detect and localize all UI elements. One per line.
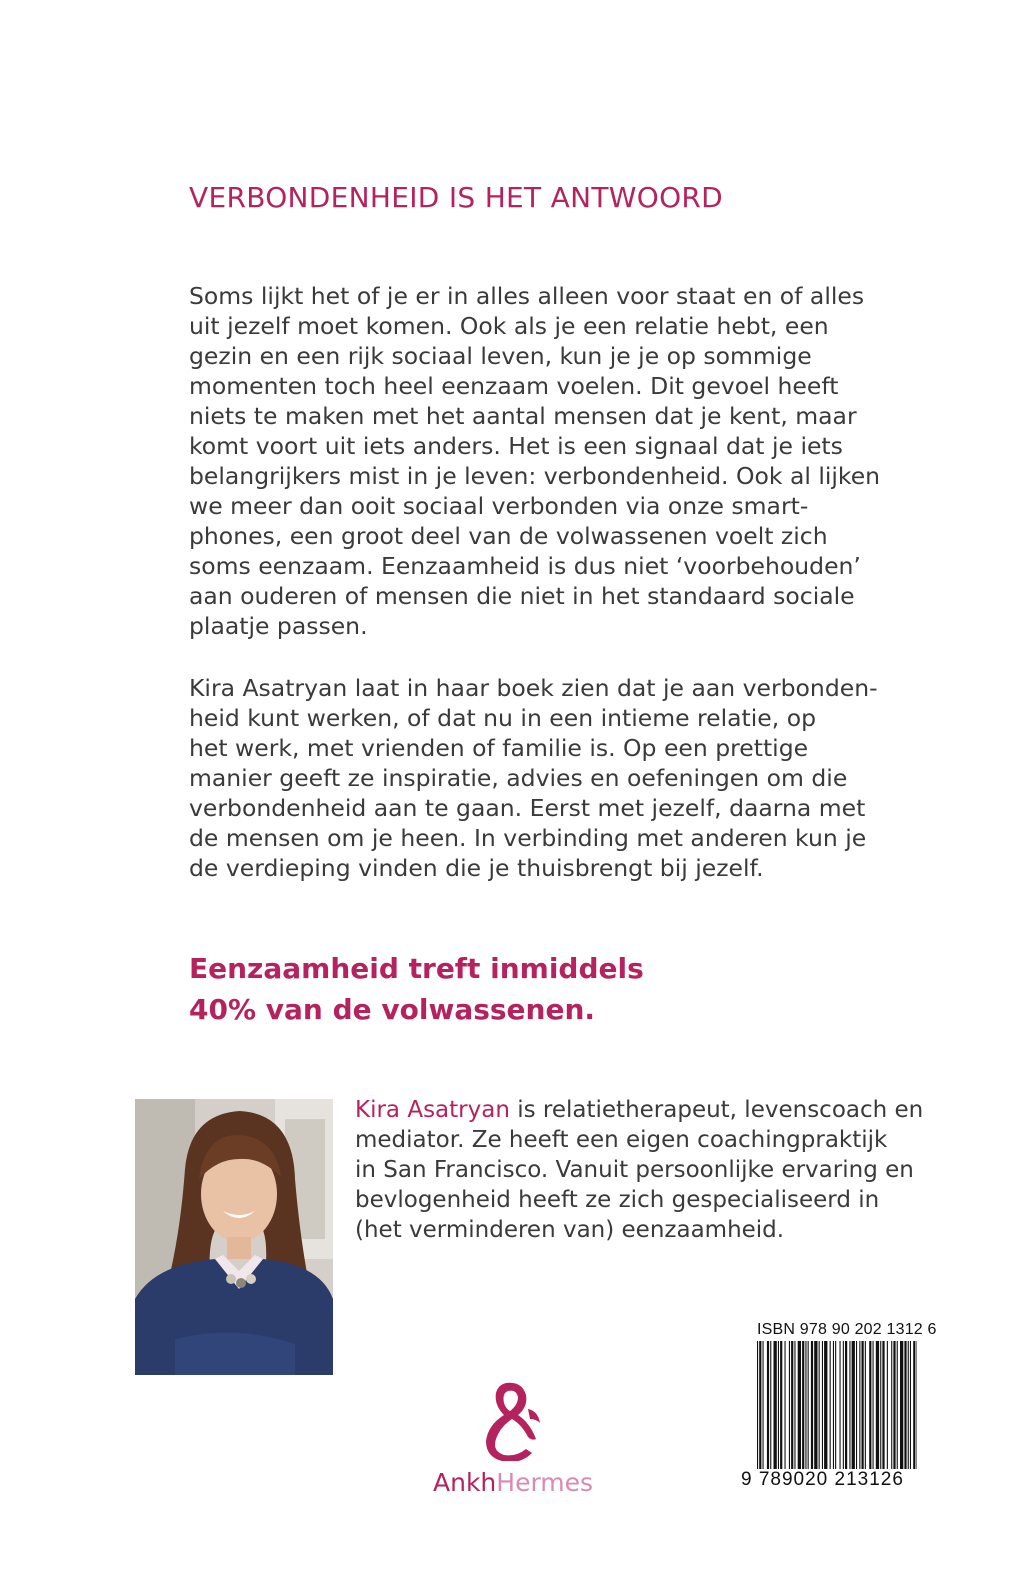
paragraph-line: aan ouderen of mensen die niet in het standaard sociale [189,582,855,610]
barcode-bar [897,1341,898,1469]
paragraph-line: heid kunt werken, of dat nu in een intieme relatie, op [189,704,816,732]
barcode-bar [835,1341,836,1469]
author-bio [355,1095,935,1245]
paragraph-line: niets te maken met het aantal mensen dat je kent, maar [189,402,857,430]
barcode-bar [759,1341,761,1469]
barcode-bar [802,1341,804,1469]
barcode-bar [808,1341,809,1469]
book-title: VERBONDENHEID IS HET ANTWOORD [189,181,724,214]
barcode-bar [778,1341,779,1469]
isbn-label: ISBN 978 90 202 1312 6 [757,1321,937,1338]
barcode-bar [805,1341,806,1469]
barcode [757,1341,917,1469]
barcode-bar [843,1341,844,1469]
barcode-bar [791,1341,793,1469]
barcode-bar [770,1341,771,1469]
bio-line: bevlogenheid heeft ze zich gespecialiseerd in [355,1187,880,1213]
barcode-bar [767,1341,769,1469]
barcode-bar [917,1341,918,1469]
barcode-bar [763,1341,764,1469]
barcode-bar [865,1341,866,1469]
barcode-bar [862,1341,864,1469]
author-photo [135,1099,333,1375]
publisher-name [433,1468,593,1497]
barcode-bar [880,1341,881,1469]
barcode-bar [913,1341,915,1469]
bio-line: mediator. Ze heeft een eigen coachingpraktijk [355,1127,888,1153]
publisher-logo-icon [482,1379,546,1461]
paragraph-line: Soms lijkt het of je er in alles alleen voor staat en of alles [189,282,865,310]
barcode-bar [887,1341,888,1469]
barcode-bar [811,1341,813,1469]
paragraph-line: Kira Asatryan laat in haar boek zien dat je aan verbonden- [189,674,878,702]
paragraph-line: komt voort uit iets anders. Het is een signaal dat je iets [189,432,843,460]
paragraph-line: belangrijkers mist in je leven: verbondenheid. Ook al lijken [189,462,881,490]
barcode-bar [798,1341,801,1469]
barcode-bar [840,1341,841,1469]
highlight-line: Eenzaamheid treft inmiddels [189,952,644,985]
barcode-bar [873,1341,874,1469]
paragraph-line: het werk, met vrienden of familie is. Op een prettige [189,734,809,762]
barcode-bar [904,1341,906,1469]
publisher-name-part2: Hermes [496,1468,594,1497]
paragraph-line: de mensen om je heen. In verbinding met anderen kun je [189,824,867,852]
highlight-quote [189,948,644,1030]
barcode-bar [856,1341,857,1469]
barcode-bar [882,1341,884,1469]
barcode-bar [814,1341,817,1469]
paragraph-line: phones, een groot deel van de volwassenen voelt zich [189,522,828,550]
barcode-bar [780,1341,782,1469]
barcode-bar [910,1341,911,1469]
paragraph-line: manier geeft ze inspiratie, advies en oefeningen om die [189,764,848,792]
barcode-bar [891,1341,892,1469]
barcode-bar [908,1341,909,1469]
bio-line [355,1095,935,1125]
barcode-bar [869,1341,871,1469]
barcode-bar [789,1341,790,1469]
highlight-line: 40% van de volwassenen. [189,993,596,1026]
paragraph-line: verbondenheid aan te gaan. Eerst met jezelf, daarna met [189,794,866,822]
paragraph-line: plaatje passen. [189,612,368,640]
barcode-bar [794,1341,795,1469]
barcode-bar [833,1341,834,1469]
paragraph-line: momenten toch heel eenzaam voelen. Dit gevoel heeft [189,372,839,400]
barcode-bar [859,1341,860,1469]
barcode-digits: 9 789020 213126 [741,1469,904,1490]
paragraph-line: soms eenzaam. Eenzaamheid is dus niet ‘voorbehouden’ [189,552,861,580]
barcode-bar [822,1341,823,1469]
paragraph-line: uit jezelf moet komen. Ook als je een relatie hebt, een [189,312,829,340]
paragraph-line: we meer dan ooit sociaal verbonden via onze smart- [189,492,809,520]
author-name: Kira Asatryan [355,1097,510,1123]
publisher-name-part1: Ankh [433,1468,497,1497]
paragraph-line: de verdieping vinden die je thuisbrengt bij jezelf. [189,854,764,882]
barcode-bar [852,1341,855,1469]
barcode-bar [845,1341,847,1469]
barcode-bar [830,1341,831,1469]
barcode-bar [824,1341,827,1469]
bio-line-text: is relatietherapeut, levenscoach en [509,1097,924,1123]
barcode-bar [900,1341,903,1469]
description-paragraph-2 [189,673,909,883]
barcode-bar [757,1341,758,1469]
barcode-bar [819,1341,820,1469]
barcode-bar [774,1341,777,1469]
paragraph-line: gezin en een rijk sociaal leven, kun je je op sommige [189,342,812,370]
barcode-bar [849,1341,850,1469]
barcode-bar [876,1341,879,1469]
barcode-bar [785,1341,786,1469]
description-paragraph-1 [189,281,909,641]
bio-line: in San Francisco. Vanuit persoonlijke ervaring en [355,1157,914,1183]
barcode-bar [893,1341,895,1469]
bio-line: (het verminderen van) eenzaamheid. [355,1217,785,1243]
